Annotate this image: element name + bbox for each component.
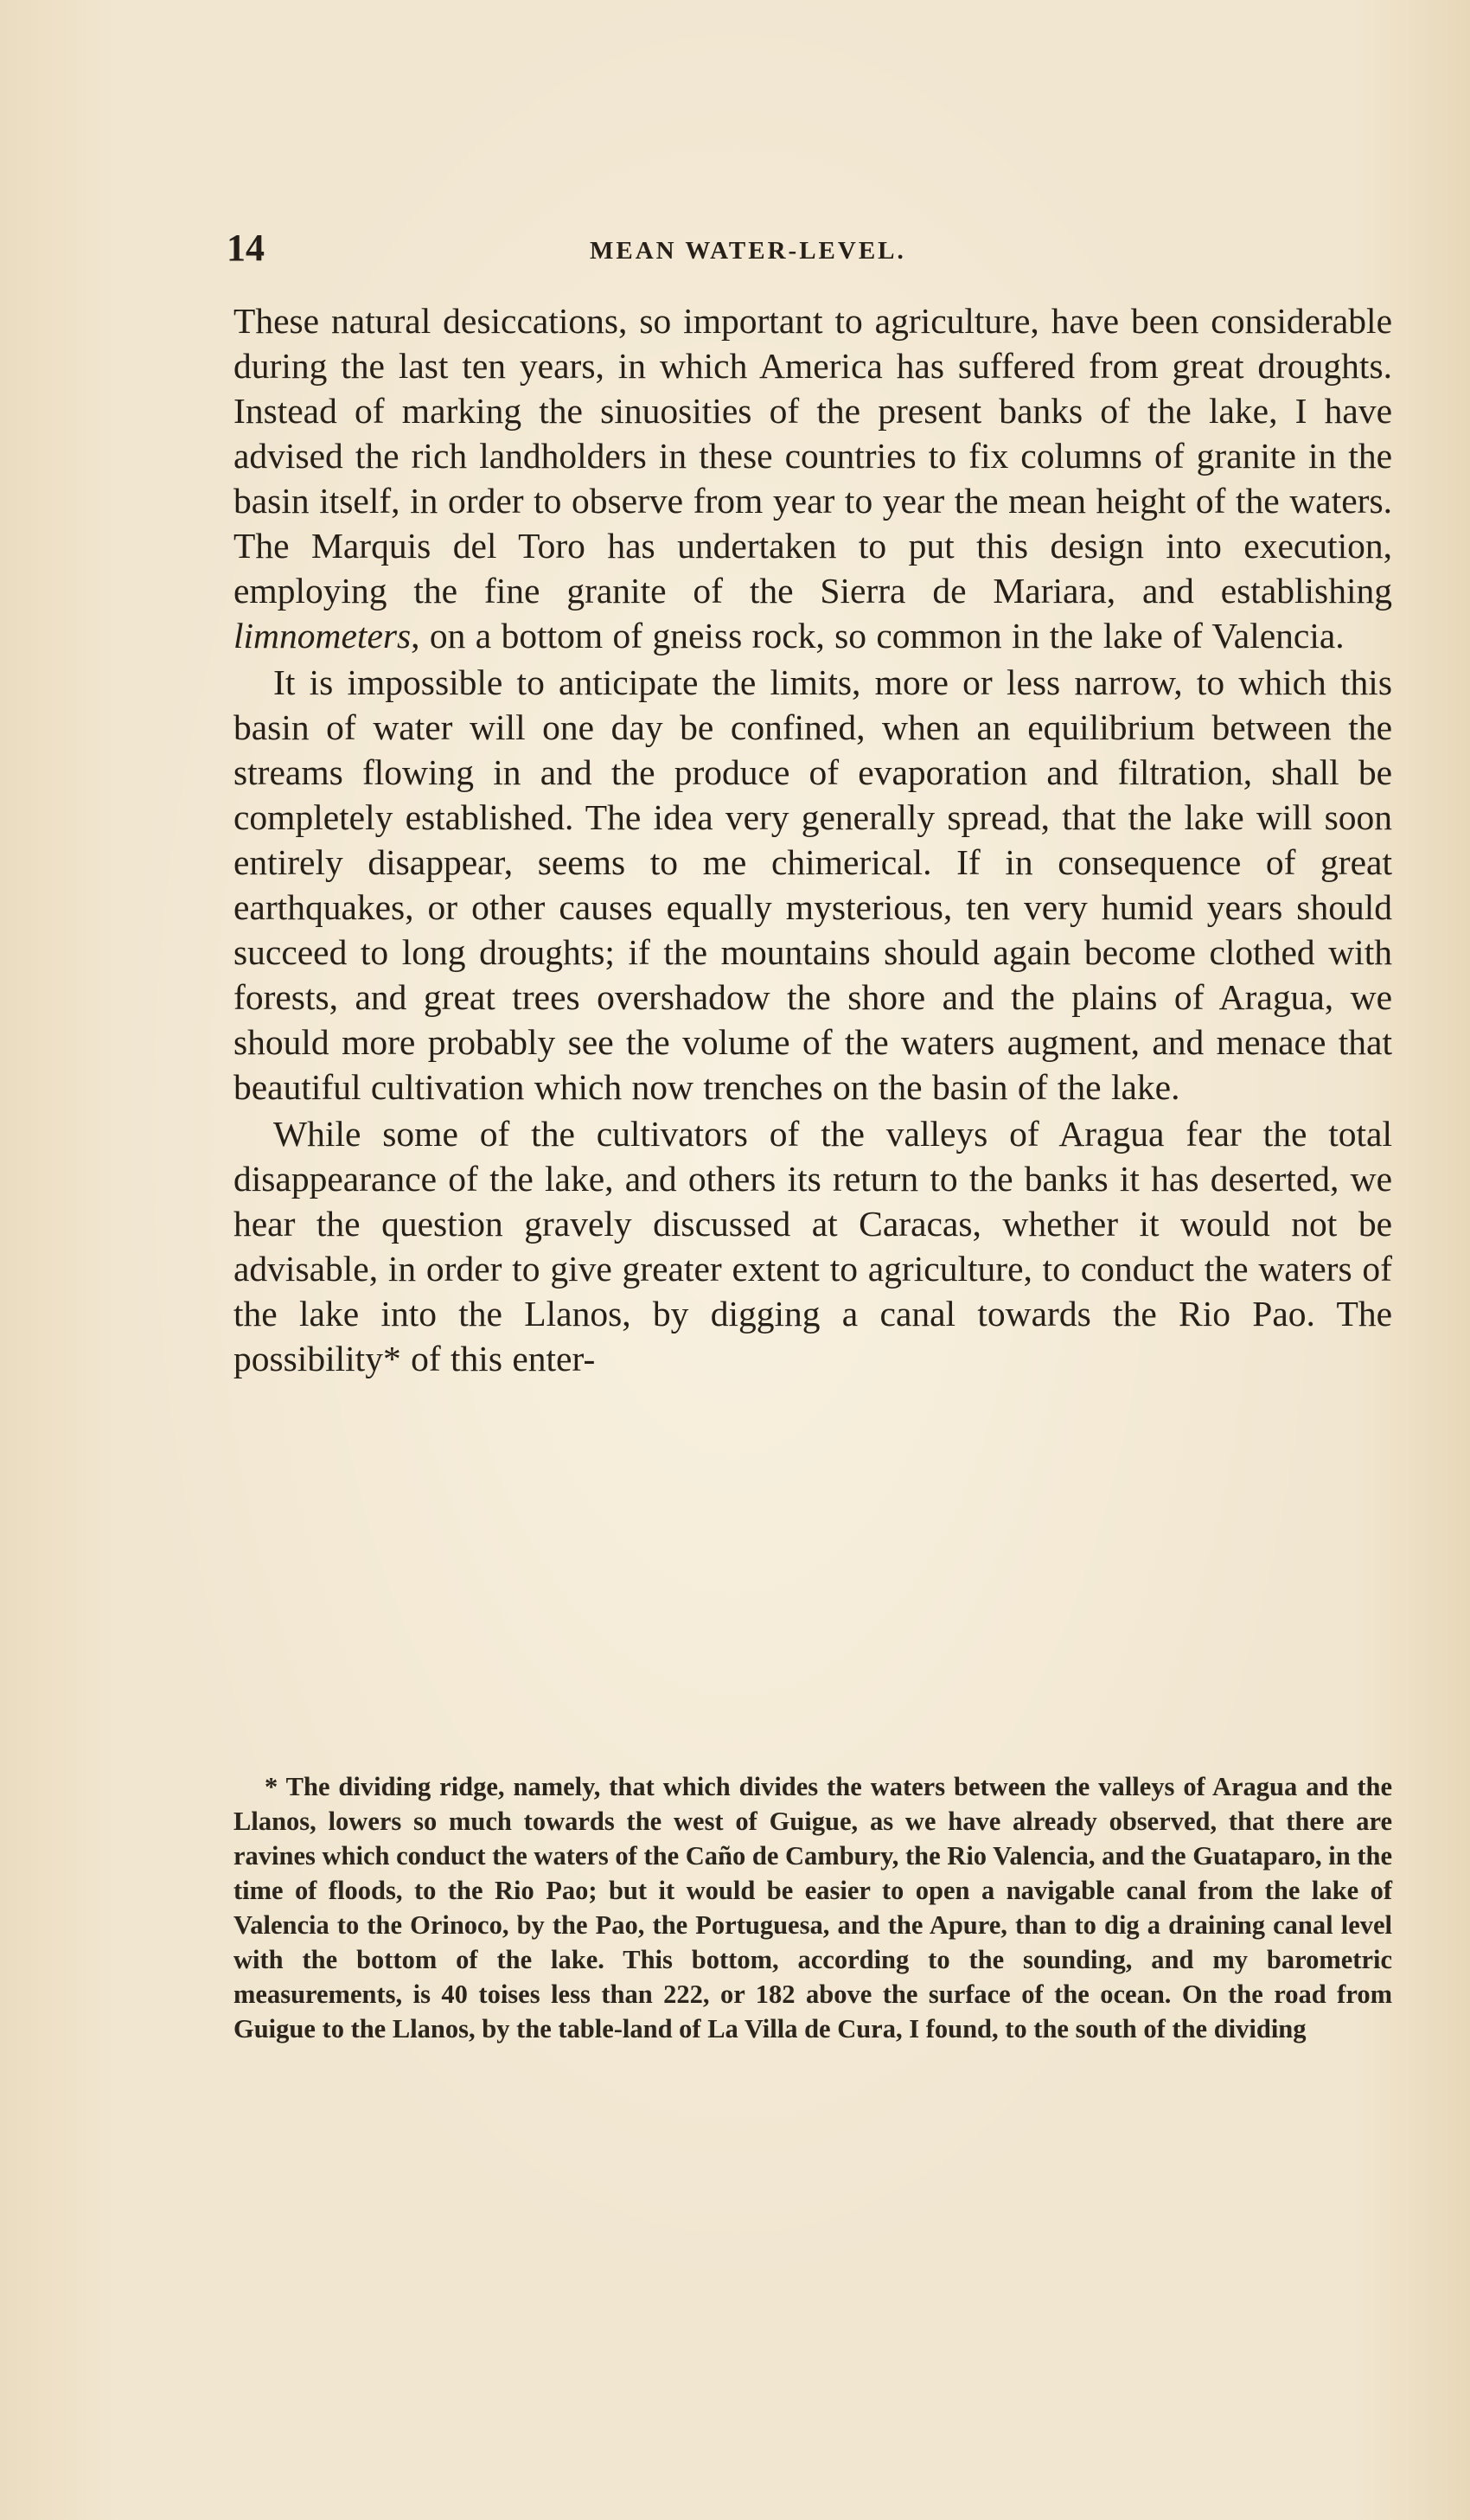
running-title: MEAN WATER-LEVEL. — [590, 237, 906, 265]
paragraph-3: While some of the cultivators of the valleys of Aragua fear the total disappearance of the lake, and others its return to the banks it has deserted, we hear the question gravely discussed at Caracas, whether it would not be advisable, in order to give greater extent to agriculture, to conduct the waters of the lake into the Llanos, by digging a canal towards the Rio Pao. The possibility* of this enter- — [233, 1114, 1392, 1378]
paragraph-1-text-start: These natural desiccations, so important to agriculture, have been considerable during the last ten years, in which America has suffered from great droughts. Instead of marking the sinuosities of the present banks of the lake, I have advised the rich landholders in these countries to fix columns of granite in the basin itself, in order to observe from year to year the mean height of the waters. The Marquis del Toro has undertaken to put this design into execution, employing the fine granite of the Sierra de Mariara, and establishing — [233, 301, 1392, 611]
paragraph-1 — [233, 298, 1392, 658]
paragraph-1-text-end: , on a bottom of gneiss rock, so common in the lake of Valencia. — [411, 616, 1345, 656]
main-text — [233, 298, 1392, 1381]
page-header — [227, 227, 1377, 278]
paragraph-2: It is impossible to anticipate the limits, more or less narrow, to which this basin of water will one day be confined, when an equilibrium between the streams flowing in and the produce of evaporation and filtration, shall be completely established. The idea very generally spread, that the lake will soon entirely disappear, seems to me chimerical. If in consequence of great earthquakes, or other causes equally mysterious, ten very humid years should succeed to long droughts; if the mountains should again become clothed with forests, and great trees overshadow the shore and the plains of Aragua, we should more probably see the volume of the waters augment, and menace that beautiful cultivation which now trenches on the basin of the lake. — [233, 662, 1392, 1107]
footnote: * The dividing ridge, namely, that which divides the waters between the valleys of Aragua and the Llanos, lowers so much towards the west of Guigue, as we have already observed, that there are ravines which conduct the waters of the Caño de Cambury, the Rio Valencia, and the Guataparo, in the time of floods, to the Rio Pao; but it would be easier to open a navigable canal from the lake of Valencia to the Orinoco, by the Pao, the Portuguesa, and the Apure, than to dig a draining canal level with the bottom of the lake. This bottom, according to the sounding, and my barometric measurements, is 40 toises less than 222, or 182 above the surface of the ocean. On the road from Guigue to the Llanos, by the table-land of La Villa de Cura, I found, to the south of the dividing — [233, 1772, 1392, 2044]
italic-term: limnometers — [233, 616, 412, 656]
page-number: 14 — [227, 227, 265, 269]
